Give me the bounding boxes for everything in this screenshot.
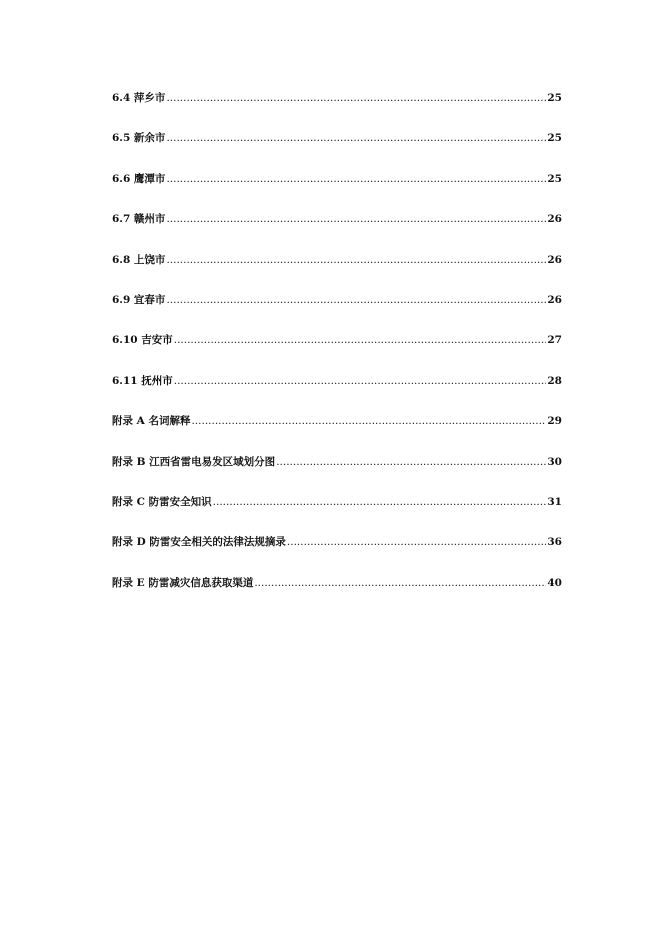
- table-of-contents: [112, 90, 562, 615]
- toc-page-number: 26: [547, 213, 562, 226]
- toc-entry[interactable]: [112, 494, 562, 534]
- toc-page-number: 40: [547, 576, 562, 589]
- toc-entry-title: 6.5 新余市: [112, 132, 166, 145]
- toc-entry[interactable]: [112, 575, 562, 615]
- toc-dot-leader: [166, 294, 546, 306]
- toc-entry[interactable]: [112, 534, 562, 574]
- toc-entry-title: 附录 B 江西省雷电易发区域划分图: [112, 455, 276, 468]
- toc-page-number: 25: [547, 172, 562, 185]
- toc-entry-title: 6.4 萍乡市: [112, 92, 166, 104]
- toc-entry[interactable]: [112, 211, 562, 251]
- toc-entry-title: 附录 C 防雷安全知识: [112, 495, 212, 508]
- toc-entry-title: 附录 E 防雷减灾信息获取渠道: [112, 576, 254, 589]
- toc-entry[interactable]: [112, 252, 562, 292]
- toc-dot-leader: [191, 415, 546, 427]
- toc-page-number: 29: [547, 415, 562, 428]
- toc-dot-leader: [166, 213, 546, 225]
- toc-dot-leader: [174, 334, 547, 346]
- toc-entry[interactable]: [112, 90, 562, 130]
- toc-entry-title: 附录 D 防雷安全相关的法律法规摘录: [112, 536, 286, 549]
- toc-entry-title: 6.9 宜春市: [112, 293, 166, 306]
- toc-entry-title: 附录 A 名词解释: [112, 415, 191, 428]
- toc-page-number: 26: [547, 293, 562, 306]
- toc-dot-leader: [174, 375, 547, 387]
- toc-entry[interactable]: [112, 332, 562, 372]
- toc-entry-title: 6.10 吉安市: [112, 334, 173, 347]
- toc-dot-leader: [166, 173, 546, 185]
- toc-entry[interactable]: [112, 413, 562, 453]
- toc-entry-title: 6.11 抚州市: [112, 374, 173, 387]
- toc-entry[interactable]: [112, 454, 562, 494]
- toc-entry[interactable]: [112, 171, 562, 211]
- toc-entry-title: 6.8 上饶市: [112, 253, 166, 266]
- toc-dot-leader: [166, 254, 546, 266]
- toc-page-number: 30: [547, 455, 562, 468]
- toc-page-number: 25: [547, 92, 562, 104]
- toc-page-number: 28: [547, 374, 562, 387]
- toc-entry[interactable]: [112, 373, 562, 413]
- toc-entry[interactable]: [112, 130, 562, 170]
- toc-entry-title: 6.7 赣州市: [112, 213, 166, 226]
- toc-page-number: 26: [547, 253, 562, 266]
- toc-dot-leader: [254, 577, 546, 589]
- toc-entry[interactable]: [112, 292, 562, 332]
- toc-dot-leader: [166, 92, 546, 104]
- toc-page-number: 27: [547, 334, 562, 347]
- toc-page-number: 31: [547, 495, 562, 508]
- toc-dot-leader: [276, 456, 546, 468]
- toc-dot-leader: [166, 132, 546, 144]
- toc-entry-title: 6.6 鹰潭市: [112, 172, 166, 185]
- toc-page-number: 36: [547, 536, 562, 549]
- toc-page-number: 25: [547, 132, 562, 145]
- toc-dot-leader: [213, 496, 547, 508]
- toc-dot-leader: [287, 536, 546, 548]
